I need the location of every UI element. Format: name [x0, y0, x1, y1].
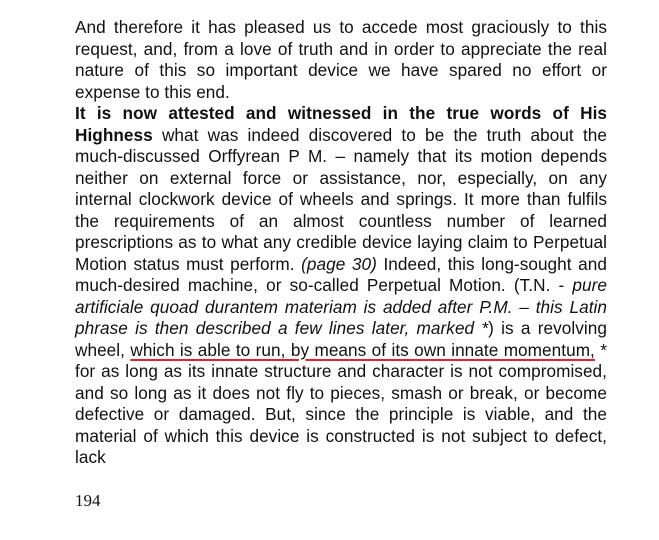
document-body	[75, 17, 607, 469]
red-underlined-phrase: which is able to run, by means of its own innate momentum,	[130, 339, 595, 360]
text-segment: what was indeed discovered to be the truth about the much-discussed Orffyrean P M. – namely that its motion depends neither on external force or assistance, nor, especially, on any internal clockwork device of wheels and springs. It more than fulfils the requirements of an almost countless number of learned prescriptions as to what any credible device laying claim to Perpetual Motion status must perform.	[75, 124, 607, 274]
paragraph-intro: And therefore it has pleased us to accede most graciously to this request, and, from a love of truth and in order to appreciate the real nature of this so important device we have spared no effort or expense to this end.	[75, 17, 607, 102]
text-segment: Indeed, this long-sought and much-desired machine, or so-called Perpetual Motion. (T.N. -	[75, 253, 607, 295]
text-segment: ) is a revolving wheel,	[75, 318, 607, 360]
paragraph-attestation	[75, 103, 607, 469]
translator-note-italic: pure artificiale quoad durantem materiam is added after P.M. – this Latin phrase is then described a few lines later, marked *	[75, 275, 607, 338]
page-number: 194	[75, 491, 101, 510]
text-segment: * for as long as its innate structure and character is not compromised, and so long as it does not fly to pieces, smash or break, or become defective or damaged. But, since the principle is viable, and the material of which this device is constructed is not subject to defect, lack	[75, 339, 607, 467]
page-reference: (page 30)	[301, 253, 377, 274]
bold-lead-sentence: It is now attested and witnessed in the true words of His Highness	[75, 103, 607, 145]
